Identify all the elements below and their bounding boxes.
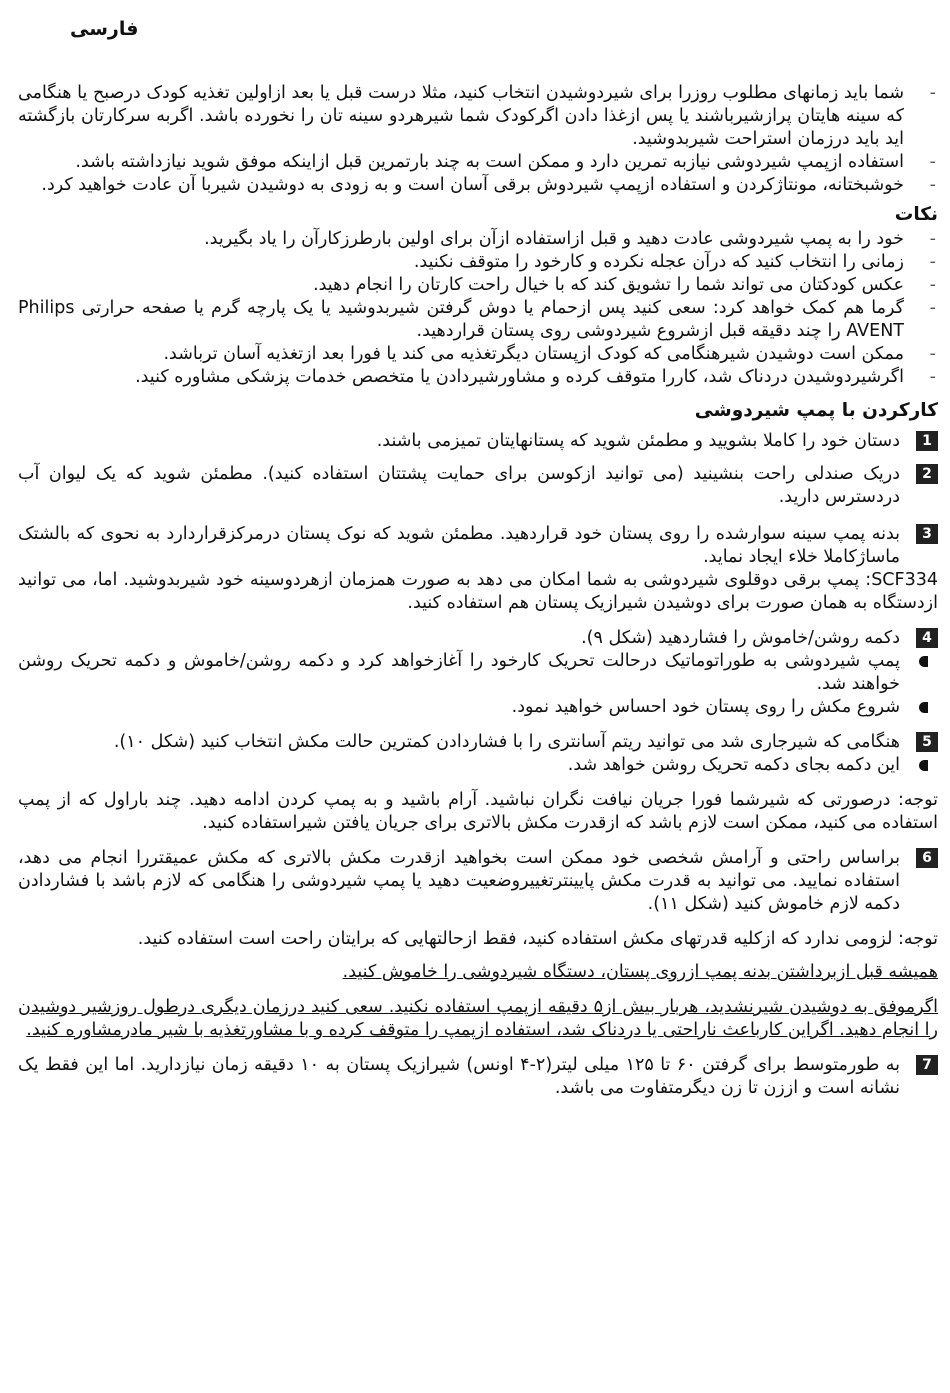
warning-paragraph [18,961,938,984]
scf334-note: SCF334: پمپ برقی دوقلوی شیردوشی به شما امکان می دهد به صورت همزمان ازهردوسینه خود شیربدوشید. اما، می توانید ازدستگاه به همان صورت برای دوشیدن شیرازیک پستان هم استفاده کنید. [18,570,938,613]
step-number-badge: 2 [916,464,938,484]
step-text: دریک صندلی راحت بنشینید (می توانید ازکوسن برای حمایت پشتتان استفاده کنید). مطمئن شوید که یک لیوان آب دردسترس دارید. [18,464,900,507]
step-text: بدنه پمپ سینه سوارشده را روی پستان خود قراردهید. مطمئن شوید که نوک پستان درمرکزقراردارد به نحوی که بالشتک ماساژکاملا خلاء ایجاد نماید. [18,524,900,567]
step-3 [18,523,938,569]
step-text: براساس راحتی و آرامش شخصی خود ممکن است بخواهید ازقدرت مکش بالاتری که مکش عمیقتررا انجام می دهد، استفاده نمایید. می توانید به قدرت مکش پایینترتغییروضعیت دهید یا پمپ شیردوشی را هنگامی که لازم باشد با فشاردادن دکمه لازم خاموش کنید (شکل ۱۱). [18,848,900,914]
step-7 [18,1054,938,1100]
step-2 [18,463,938,509]
step-number-badge: 7 [916,1055,938,1075]
step-text: دستان خود را کاملا بشویید و مطمئن شوید که پستانهایتان تمیزمی باشند. [376,431,900,451]
list-item: - عکس کودکتان می تواند شما را تشویق کند که با خیال راحت کارتان را انجام دهید. [18,274,938,297]
list-item: - استفاده ازپمپ شیردوشی نیازبه تمرین دارد و ممکن است به چند بارتمرین قبل ازاینکه موفق شوید نیازداشته باشد. [18,151,938,174]
step-text: هنگامی که شیرجاری شد می توانید ریتم آسانتری را با فشاردادن کمترین حالت مکش انتخاب کنید (شکل ۱۰). [113,732,900,752]
list-item: - گرما هم کمک خواهد کرد: سعی کنید پس ازحمام یا دوش گرفتن شیربدوشید یا یک پارچه گرم یا صفحه حرارتی Philips AVENT را چند دقیقه قبل ازشروع شیردوشی روی پستان قراردهید. [18,297,938,343]
step-number-badge: 3 [916,524,938,544]
list-item: - خود را به پمپ شیردوشی عادت دهید و قبل ازاستفاده ازآن برای اولین بارطرزکارآن را یاد بگیرید. [18,228,938,251]
list-item: پمپ شیردوشی به طوراتوماتیک درحالت تحریک کارخود را آغازخواهد کرد و دکمه روشن/خاموش و دکمه تحریک روشن خواهند شد. [18,650,938,696]
step-5 [18,731,938,754]
tips-heading: نکات [894,204,938,225]
working-heading: کارکردن با پمپ شیردوشی [694,400,938,421]
language-label: فارسی [70,18,139,40]
page-content [18,82,938,1100]
list-item: - اگرشیردوشیدن دردناک شد، کاررا متوقف کرده و مشاورشیردادن یا متخصص خدمات پزشکی مشاوره کنید. [18,366,938,389]
step-4 [18,627,938,650]
step-number-badge: 1 [916,431,938,451]
warning-paragraph [18,996,938,1042]
warning-text: همیشه قبل ازبرداشتن بدنه پمپ ازروی پستان، دستگاه شیردوشی را خاموش کنید. [342,962,938,982]
tips-list [18,228,938,389]
step-number-badge: 6 [916,848,938,868]
list-item: - خوشبختانه، مونتاژکردن و استفاده ازپمپ شیردوش برقی آسان است و به زودی به دوشیدن شیربا آن عادت خواهید کرد. [18,174,938,197]
list-item: - ممکن است دوشیدن شیرهنگامی که کودک ازپستان دیگرتغذیه می کند یا فورا بعد ازتغذیه آسان ترباشد. [18,343,938,366]
list-item: - زمانی را انتخاب کنید که درآن عجله نکرده و کارخود را متوقف نکنید. [18,251,938,274]
intro-list [18,82,938,197]
warning-text: اگرموفق به دوشیدن شیرنشدید، هربار بیش از۵ دقیقه ازپمپ استفاده نکنید. سعی کنید درزمان دیگری درطول روزشیر دوشیدن را انجام دهید. اگراین کارباعث ناراحتی یا دردناک شد، استفاده ازپمپ را متوقف کرده و با مشاورتغذیه با شیر مادرمشاوره کنید. [18,997,938,1040]
note-paragraph: توجه: درصورتی که شیرشما فورا جریان نیافت نگران نباشید. آرام باشید و به پمپ کردن ادامه دهید. چند باراول که از پمپ استفاده می کنید، ممکن است لازم باشد که ازقدرت مکش بالاتری برای جریان یافتن شیراستفاده کنید. [18,790,938,833]
step-text: به طورمتوسط برای گرفتن ۶۰ تا ۱۲۵ میلی لیتر(۲-۴ اونس) شیرازیک پستان به ۱۰ دقیقه زمان نیازدارید. اما این فقط یک نشانه است و اززن تا زن دیگرمتفاوت می باشد. [18,1055,901,1098]
step-6 [18,847,938,916]
list-item: - شما باید زمانهای مطلوب روزرا برای شیردوشیدن انتخاب کنید، مثلا درست قبل یا بعد ازاولین تغذیه کودک درصبح یا هنگامی که سینه هایتان پرازشیرباشند یا پس ازغذا دادن اگرکودک شما شیرهردو سینه تان را نخورده باشد. اگربه سرکارتان بازگشته اید باید درزمان استراحت شیربدوشید. [18,82,938,151]
step-1 [18,430,938,453]
step-4-substeps [18,650,938,719]
note-paragraph: توجه: لزومی ندارد که ازکلیه قدرتهای مکش استفاده کنید، فقط ازحالتهایی که برایتان راحت است استفاده کنید. [137,929,938,949]
list-item: شروع مکش را روی پستان خود احساس خواهید نمود. [18,696,938,719]
list-item: این دکمه بجای دکمه تحریک روشن خواهد شد. [18,754,938,777]
step-5-substeps [18,754,938,777]
step-number-badge: 4 [916,628,938,648]
step-number-badge: 5 [916,732,938,752]
step-text: دکمه روشن/خاموش را فشاردهید (شکل ۹). [581,628,900,648]
